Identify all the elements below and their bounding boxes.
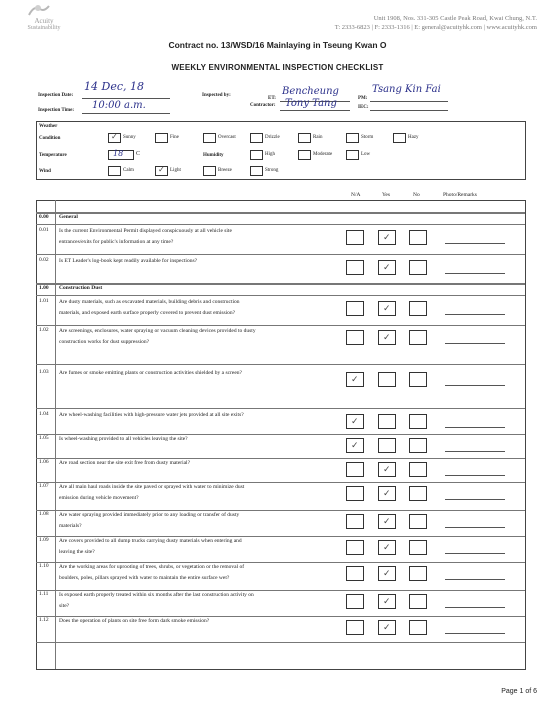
row-divider bbox=[36, 642, 525, 643]
brand-block bbox=[24, 18, 64, 32]
temperature-unit: C bbox=[136, 151, 141, 157]
answer-yes-checkbox[interactable] bbox=[378, 230, 396, 245]
item-number: 1.06 bbox=[39, 459, 49, 465]
humidity-moderate-checkbox[interactable] bbox=[298, 150, 311, 160]
wind-breeze-checkbox[interactable] bbox=[203, 166, 216, 176]
inspection-time-value[interactable]: 10:00 a.m. bbox=[92, 100, 146, 111]
answer-yes-checkbox[interactable] bbox=[378, 301, 396, 316]
condition-rain-label: Rain bbox=[313, 135, 323, 140]
answer-no-checkbox[interactable] bbox=[409, 486, 427, 501]
question-text: emission during vehicle movement? bbox=[59, 495, 139, 501]
item-number: 1.04 bbox=[39, 411, 49, 417]
brand-name: Acuity bbox=[34, 17, 54, 25]
section-number: 0.00 bbox=[39, 214, 49, 220]
acuity-logo-icon bbox=[26, 3, 52, 17]
remarks-line[interactable] bbox=[445, 527, 505, 528]
humidity-high-checkbox[interactable] bbox=[250, 150, 263, 160]
answer-na-checkbox[interactable] bbox=[346, 260, 364, 275]
check-mark-icon: ✓ bbox=[383, 596, 391, 606]
answer-na-checkbox[interactable] bbox=[346, 462, 364, 477]
et-value[interactable]: Bencheung bbox=[282, 86, 339, 97]
condition-rain-checkbox[interactable] bbox=[298, 133, 311, 143]
question-text: Is the current Environmental Permit displayed conspicuously at all vehicle site bbox=[59, 228, 232, 234]
check-mark-icon: ✓ bbox=[383, 516, 391, 526]
question-text: Is exposed earth properly treated within six months after the last construction activity on bbox=[59, 592, 254, 598]
remarks-line[interactable] bbox=[445, 385, 505, 386]
check-mark-icon: ✓ bbox=[351, 440, 359, 450]
item-number: 1.01 bbox=[39, 298, 49, 304]
answer-yes-checkbox[interactable] bbox=[378, 330, 396, 345]
check-mark-icon: ✓ bbox=[383, 568, 391, 578]
check-mark-icon: ✓ bbox=[383, 542, 391, 552]
address-line-1: Unit 1908, Nos. 331-305 Castle Peak Road, Kwai Chung, N.T. bbox=[373, 15, 537, 22]
question-text: Is wheel-washing provided to all vehicles leaving the site? bbox=[59, 436, 188, 442]
item-number: 1.07 bbox=[39, 483, 49, 489]
temperature-label: Temperature bbox=[39, 153, 67, 158]
condition-sunny-label: Sunny bbox=[123, 135, 136, 140]
temperature-value: 18 bbox=[113, 149, 124, 158]
question-text: site? bbox=[59, 603, 70, 609]
answer-no-checkbox[interactable] bbox=[409, 260, 427, 275]
humidity-label: Humidity bbox=[203, 153, 224, 158]
question-text: materials? bbox=[59, 523, 82, 529]
humidity-low-label: Low bbox=[361, 152, 371, 157]
date-underline bbox=[82, 98, 170, 99]
question-text: Are dusty materials, such as excavated materials, building debris and construction bbox=[59, 299, 240, 305]
condition-storm-label: Storm bbox=[361, 135, 374, 140]
checklist-title: WEEKLY ENVIRONMENTAL INSPECTION CHECKLIST bbox=[171, 63, 384, 72]
pm-underline bbox=[370, 101, 448, 102]
answer-na-checkbox[interactable] bbox=[346, 230, 364, 245]
condition-fine-checkbox[interactable] bbox=[155, 133, 168, 143]
remarks-line[interactable] bbox=[445, 314, 505, 315]
question-text: leaving the site? bbox=[59, 549, 95, 555]
item-number: 1.02 bbox=[39, 327, 49, 333]
condition-fine-label: Fine bbox=[170, 135, 179, 140]
question-text: Are all main haul roads inside the site paved or sprayed with water to minimize dust bbox=[59, 484, 245, 490]
answer-yes-checkbox[interactable] bbox=[378, 540, 396, 555]
question-text: Is ET Leader's log-book kept readily available for inspections? bbox=[59, 258, 198, 264]
question-text: Are wheel-washing facilities with high-pressure water jets provided at all site exits? bbox=[59, 412, 244, 418]
contractor-underline bbox=[280, 110, 350, 111]
answer-yes-checkbox[interactable] bbox=[378, 486, 396, 501]
answer-na-checkbox[interactable] bbox=[346, 414, 364, 429]
answer-no-checkbox[interactable] bbox=[409, 594, 427, 609]
check-mark-icon: ✓ bbox=[158, 165, 165, 174]
answer-no-checkbox[interactable] bbox=[409, 414, 427, 429]
contract-title: Contract no. 13/WSD/16 Mainlaying in Tseung Kwan O bbox=[168, 40, 387, 50]
answer-yes-checkbox[interactable] bbox=[378, 414, 396, 429]
wind-calm-checkbox[interactable] bbox=[108, 166, 121, 176]
brand-sub: Sustainability bbox=[27, 25, 61, 31]
section-title: General bbox=[59, 214, 78, 220]
answer-yes-checkbox[interactable] bbox=[378, 260, 396, 275]
humidity-moderate-label: Moderate bbox=[313, 152, 333, 157]
wind-light-label: Light bbox=[170, 168, 181, 173]
row-divider bbox=[36, 213, 525, 214]
remarks-line[interactable] bbox=[445, 427, 505, 428]
check-mark-icon: ✓ bbox=[111, 132, 118, 141]
humidity-high-label: High bbox=[265, 152, 275, 157]
remarks-line[interactable] bbox=[445, 607, 505, 608]
address-line-2: T: 2333-6823 | F: 2333-1316 | E: general@acuityhk.com | www.acuityhk.com bbox=[334, 24, 537, 31]
remarks-line[interactable] bbox=[445, 451, 505, 452]
answer-na-checkbox[interactable] bbox=[346, 620, 364, 635]
remarks-line[interactable] bbox=[445, 343, 505, 344]
wind-strong-checkbox[interactable] bbox=[250, 166, 263, 176]
answer-no-checkbox[interactable] bbox=[409, 330, 427, 345]
section-divider bbox=[36, 283, 525, 284]
answer-yes-checkbox[interactable] bbox=[378, 620, 396, 635]
answer-no-checkbox[interactable] bbox=[409, 566, 427, 581]
question-text: Are water spraying provided immediately prior to any loading or transfer of dusty bbox=[59, 512, 240, 518]
pm-label: PM: bbox=[358, 96, 368, 101]
answer-na-checkbox[interactable] bbox=[346, 372, 364, 387]
check-mark-icon: ✓ bbox=[383, 303, 391, 313]
condition-hazy-label: Hazy bbox=[408, 135, 419, 140]
condition-overcast-checkbox[interactable] bbox=[203, 133, 216, 143]
condition-drizzle-checkbox[interactable] bbox=[250, 133, 263, 143]
answer-no-checkbox[interactable] bbox=[409, 620, 427, 635]
condition-hazy-checkbox[interactable] bbox=[393, 133, 406, 143]
remarks-line[interactable] bbox=[445, 633, 505, 634]
section-divider bbox=[36, 224, 525, 225]
question-text: Does the operation of plants on site free form dark smoke emission? bbox=[59, 618, 210, 624]
answer-yes-checkbox[interactable] bbox=[378, 514, 396, 529]
answer-yes-checkbox[interactable] bbox=[378, 462, 396, 477]
remarks-line[interactable] bbox=[445, 499, 505, 500]
check-mark-icon: ✓ bbox=[383, 232, 391, 242]
item-number: 1.03 bbox=[39, 369, 49, 375]
wind-strong-label: Strong bbox=[265, 168, 279, 173]
question-text: materials, and exposed earth surface properly covered to prevent dust emission? bbox=[59, 310, 236, 316]
answer-no-checkbox[interactable] bbox=[409, 230, 427, 245]
condition-drizzle-label: Drizzle bbox=[265, 135, 280, 140]
remarks-line[interactable] bbox=[445, 475, 505, 476]
col-yes-header: Yes bbox=[382, 192, 391, 198]
answer-na-checkbox[interactable] bbox=[346, 301, 364, 316]
condition-sunny-checkbox[interactable] bbox=[108, 133, 121, 143]
answer-yes-checkbox[interactable] bbox=[378, 438, 396, 453]
time-underline bbox=[82, 113, 170, 114]
section-divider bbox=[36, 295, 525, 296]
question-text: Are road section near the site exit free from dusty material? bbox=[59, 460, 191, 466]
answer-no-checkbox[interactable] bbox=[409, 301, 427, 316]
contractor-value[interactable]: Tony Tang bbox=[285, 98, 337, 109]
section-title: Construction Dust bbox=[59, 285, 103, 291]
inspection-date-value[interactable]: 14 Dec, 18 bbox=[84, 80, 144, 93]
wind-calm-label: Calm bbox=[123, 168, 134, 173]
question-text: Are fumes or smoke emitting plants or construction activities shielded by a screen? bbox=[59, 370, 242, 376]
answer-na-checkbox[interactable] bbox=[346, 514, 364, 529]
row-divider bbox=[36, 284, 525, 285]
answer-yes-checkbox[interactable] bbox=[378, 566, 396, 581]
weather-heading: Weather bbox=[39, 124, 58, 129]
answer-no-checkbox[interactable] bbox=[409, 540, 427, 555]
answer-na-checkbox[interactable] bbox=[346, 438, 364, 453]
wind-light-checkbox[interactable] bbox=[155, 166, 168, 176]
inspected-by-label: Inspected by: bbox=[202, 93, 231, 98]
check-mark-icon: ✓ bbox=[351, 374, 359, 384]
temperature-field[interactable] bbox=[108, 150, 134, 160]
question-text: Are screenings, enclosures, water spraying or vacuum cleaning devices provided to dusty bbox=[59, 328, 256, 334]
item-number: 1.05 bbox=[39, 435, 49, 441]
iec-label: IEC: bbox=[358, 105, 369, 110]
answer-na-checkbox[interactable] bbox=[346, 540, 364, 555]
answer-no-checkbox[interactable] bbox=[409, 438, 427, 453]
item-number: 1.11 bbox=[39, 591, 49, 597]
row-divider bbox=[36, 364, 525, 365]
question-text: construction works for dust suppression? bbox=[59, 339, 150, 345]
check-mark-icon: ✓ bbox=[383, 622, 391, 632]
col-no-header: No bbox=[413, 192, 420, 198]
contractor-label: Contractor: bbox=[250, 103, 276, 108]
humidity-low-checkbox[interactable] bbox=[346, 150, 359, 160]
check-mark-icon: ✓ bbox=[383, 488, 391, 498]
et-label: ET: bbox=[268, 96, 276, 101]
condition-storm-checkbox[interactable] bbox=[346, 133, 359, 143]
answer-na-checkbox[interactable] bbox=[346, 566, 364, 581]
condition-overcast-label: Overcast bbox=[218, 135, 236, 140]
answer-yes-checkbox[interactable] bbox=[378, 372, 396, 387]
section-divider bbox=[36, 212, 525, 213]
section-number: 1.00 bbox=[39, 285, 49, 291]
wind-label: Wind bbox=[39, 169, 51, 174]
iec-underline bbox=[370, 110, 448, 111]
check-mark-icon: ✓ bbox=[351, 416, 359, 426]
wind-breeze-label: Breeze bbox=[218, 168, 232, 173]
question-text: entrances/exits for public's information at any time? bbox=[59, 239, 174, 245]
answer-na-checkbox[interactable] bbox=[346, 486, 364, 501]
item-number: 0.01 bbox=[39, 227, 49, 233]
condition-label: Condition bbox=[39, 136, 61, 141]
answer-na-checkbox[interactable] bbox=[346, 330, 364, 345]
remarks-line[interactable] bbox=[445, 273, 505, 274]
col-remarks-header: Photo/Remarks bbox=[443, 192, 477, 198]
question-text: Are the working areas for uprooting of trees, shrubs, or vegetation or the removal of bbox=[59, 564, 245, 570]
inspection-time-label: Inspection Time: bbox=[38, 108, 75, 113]
row-divider bbox=[36, 408, 525, 409]
item-number: 1.10 bbox=[39, 563, 49, 569]
answer-na-checkbox[interactable] bbox=[346, 594, 364, 609]
item-number: 1.08 bbox=[39, 511, 49, 517]
page-number: Page 1 of 6 bbox=[501, 688, 537, 695]
question-text: Are covers provided to all dump trucks carrying dusty materials when entering and bbox=[59, 538, 242, 544]
remarks-line[interactable] bbox=[445, 553, 505, 554]
answer-yes-checkbox[interactable] bbox=[378, 594, 396, 609]
answer-no-checkbox[interactable] bbox=[409, 372, 427, 387]
remarks-line[interactable] bbox=[445, 243, 505, 244]
answer-no-checkbox[interactable] bbox=[409, 514, 427, 529]
pm-value[interactable]: Tsang Kin Fai bbox=[372, 84, 441, 95]
row-divider bbox=[36, 254, 525, 255]
inspection-date-label: Inspection Date: bbox=[38, 93, 74, 98]
item-number: 1.09 bbox=[39, 537, 49, 543]
col-na-header: N/A bbox=[351, 192, 361, 198]
question-text: boulders, poles, pillars sprayed with water to maintain the entire surface wet? bbox=[59, 575, 230, 581]
remarks-line[interactable] bbox=[445, 579, 505, 580]
answer-no-checkbox[interactable] bbox=[409, 462, 427, 477]
check-mark-icon: ✓ bbox=[383, 262, 391, 272]
check-mark-icon: ✓ bbox=[383, 332, 391, 342]
check-mark-icon: ✓ bbox=[383, 464, 391, 474]
item-number: 1.12 bbox=[39, 617, 49, 623]
item-number: 0.02 bbox=[39, 257, 49, 263]
